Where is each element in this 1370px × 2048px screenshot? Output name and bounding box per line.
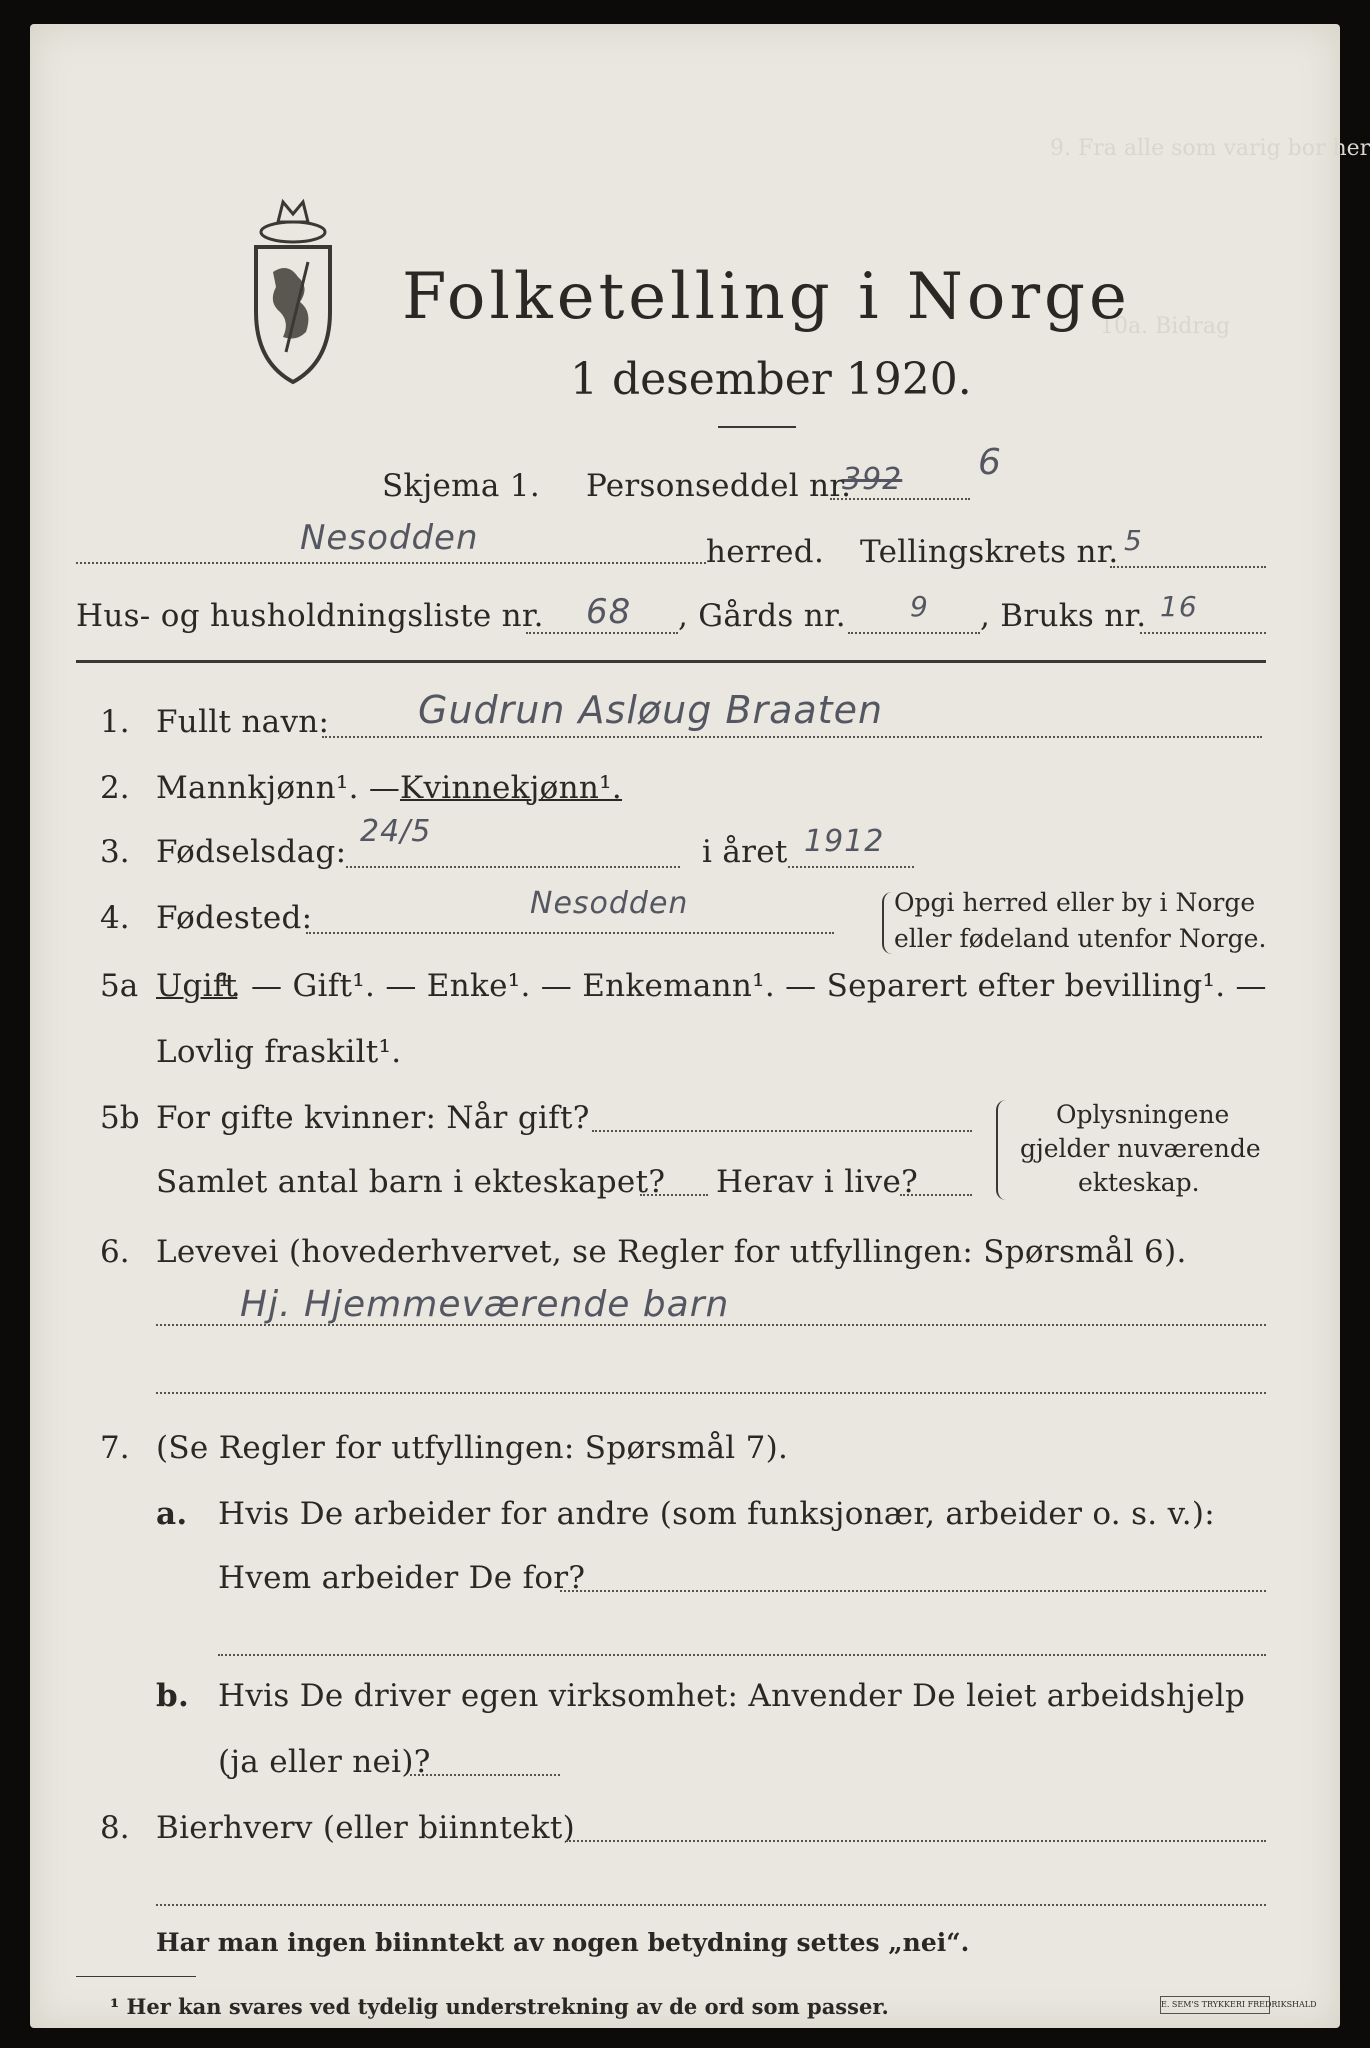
q5a-options: ¹. — Gift¹. — Enke¹. — Enkemann¹. — Separert efter bevilling¹. —	[218, 968, 1267, 1004]
footnote: ¹ Her kan svares ved tydelig understrekning av de ord som passer.	[110, 1994, 889, 2019]
personseddel-extra: 6	[978, 442, 1002, 483]
q3-year-field-line	[788, 866, 914, 868]
bleed-through: 9. Fra alle som varig bor her	[1050, 136, 1370, 161]
footnote-rule	[76, 1976, 196, 1977]
q6-number: 6.	[100, 1234, 130, 1270]
q4-note-line1: Opgi herred eller by i Norge	[894, 888, 1256, 917]
herred-value: Nesodden	[300, 518, 479, 558]
q8-label: Bierhverv (eller biinntekt)	[156, 1810, 576, 1846]
q1-field-line	[322, 736, 1262, 738]
q5b-children-field-line	[640, 1194, 708, 1196]
q1-number: 1.	[100, 704, 130, 740]
norway-coat-of-arms-icon	[238, 192, 348, 392]
q5b-alive-field-line	[900, 1194, 972, 1196]
q5b-married-field-line	[592, 1130, 972, 1132]
skjema-label: Skjema 1.	[382, 468, 540, 504]
q7-number: 7.	[100, 1430, 130, 1466]
herred-label: herred.	[706, 534, 825, 570]
q2-number: 2.	[100, 770, 130, 806]
footer-note: Har man ingen biinntekt av nogen betydning settes „nei“.	[156, 1928, 970, 1957]
personseddel-value: 392	[842, 462, 903, 497]
q7b-field-line	[410, 1774, 560, 1776]
census-form-sheet	[30, 24, 1370, 2028]
q7b-line1: Hvis De driver egen virksomhet: Anvender De leiet arbeidshjelp	[218, 1678, 1246, 1714]
personseddel-field-line	[830, 498, 970, 500]
q7b-number: b.	[156, 1678, 190, 1714]
q7a-line1: Hvis De arbeider for andre (som funksjonær, arbeider o. s. v.):	[218, 1496, 1216, 1532]
occupation-value: Hj. Hjemmeværende barn	[240, 1284, 730, 1325]
q5b-line1: For gifte kvinner: Når gift?	[156, 1100, 590, 1136]
q2-kvinnekjonn: Kvinnekjønn¹.	[400, 770, 623, 806]
herred-field-line	[76, 562, 706, 564]
q2-mannkjonn: Mannkjønn¹. —	[156, 770, 401, 806]
q8-field-line-2	[156, 1904, 1266, 1906]
q5a-ugift: Ugift	[156, 968, 238, 1004]
q7a-line2: Hvem arbeider De for?	[218, 1560, 586, 1596]
q7a-field-line-1	[560, 1590, 1266, 1592]
q5b-note3: ekteskap.	[1078, 1168, 1200, 1197]
q4-field-line	[306, 932, 834, 934]
q4-number: 4.	[100, 900, 130, 936]
bruks-value: 16	[1160, 590, 1198, 623]
q4-note-line2: eller fødeland utenfor Norge.	[894, 924, 1267, 953]
census-date: 1 desember 1920.	[570, 354, 972, 405]
q5b-children-label: Samlet antal barn i ekteskapet?	[156, 1164, 666, 1200]
q5a-line2: Lovlig fraskilt¹.	[156, 1034, 402, 1070]
personseddel-label: Personseddel nr.	[586, 468, 852, 504]
tellingskrets-value: 5	[1124, 524, 1143, 557]
q1-label: Fullt navn:	[156, 704, 330, 740]
q7b-line2: (ja eller nei)?	[218, 1744, 431, 1780]
birthplace-value: Nesodden	[530, 886, 689, 921]
gards-value: 9	[910, 590, 929, 623]
q4-label: Fødested:	[156, 900, 313, 936]
birth-year-value: 1912	[804, 824, 885, 859]
q3-number: 3.	[100, 834, 130, 870]
q3-date-field-line	[346, 866, 680, 868]
q8-number: 8.	[100, 1810, 130, 1846]
section-divider	[76, 660, 1266, 663]
bleed-through: 10a. Bidrag	[1100, 314, 1231, 339]
printer-stamp: E. SEM'S TRYKKERI FREDRIKSHALD	[1160, 1996, 1270, 2014]
q3-label: Fødselsdag:	[156, 834, 347, 870]
bruks-field-line	[1140, 632, 1266, 634]
q7-label: (Se Regler for utfyllingen: Spørsmål 7).	[156, 1430, 789, 1466]
hus-label: Hus- og husholdningsliste nr.	[76, 598, 544, 634]
gards-label: , Gårds nr.	[678, 598, 846, 634]
tellingskrets-label: Tellingskrets nr.	[860, 534, 1119, 570]
q4-brace	[882, 892, 892, 954]
q5b-alive-label: Herav i live?	[716, 1164, 919, 1200]
bruks-label: , Bruks nr.	[980, 598, 1147, 634]
q5b-brace	[996, 1100, 1006, 1200]
q7a-field-line-2	[218, 1654, 1266, 1656]
q5b-number: 5b	[100, 1100, 140, 1136]
tellingskrets-field-line	[1110, 566, 1266, 568]
q5a-number: 5a	[100, 968, 139, 1004]
q5b-note2: gjelder nuværende	[1020, 1134, 1261, 1163]
gards-field-line	[848, 632, 980, 634]
q5b-note1: Oplysningene	[1056, 1100, 1230, 1129]
title-divider	[718, 426, 796, 428]
hus-field-line	[526, 632, 678, 634]
hus-value: 68	[586, 592, 632, 632]
birth-date-value: 24/5	[360, 814, 432, 849]
q6-label: Levevei (hovederhvervet, se Regler for utfyllingen: Spørsmål 6).	[156, 1234, 1187, 1270]
q7a-number: a.	[156, 1496, 188, 1532]
form-title: Folketelling i Norge	[402, 260, 1131, 334]
full-name-value: Gudrun Asløug Braaten	[418, 688, 884, 732]
q8-field-line-1	[566, 1840, 1266, 1842]
q6-field-line-2	[156, 1392, 1266, 1394]
q3-year-label: i året	[702, 834, 788, 870]
